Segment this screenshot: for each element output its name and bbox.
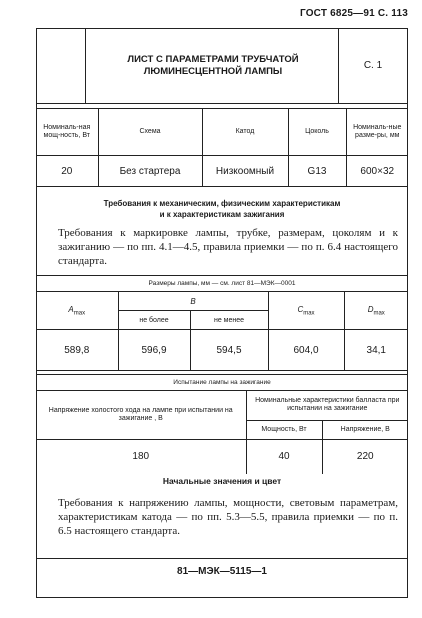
section1-heading-line1: Требования к механическим, физическим характеристикам bbox=[103, 199, 341, 208]
dim-d-letter: D bbox=[367, 304, 374, 314]
dim-header-a bbox=[36, 292, 118, 330]
specs-cell-cathode: Низкоомный bbox=[202, 156, 288, 187]
ignition-value-power: 40 bbox=[246, 440, 322, 475]
title-left-cell bbox=[36, 28, 86, 104]
specs-table bbox=[36, 108, 408, 187]
sheet-title-line1: ЛИСТ С ПАРАМЕТРАМИ ТРУБЧАТОЙ bbox=[127, 54, 299, 65]
footer-divider bbox=[36, 558, 408, 559]
ignition-value-voltage: 180 bbox=[36, 440, 246, 475]
specs-header-scheme: Схема bbox=[98, 109, 202, 156]
dim-header-b-min: не менее bbox=[190, 311, 268, 330]
dimensions-caption: Размеры лампы, мм — см. лист 81—МЭК—0001 bbox=[36, 276, 408, 292]
table-row bbox=[36, 440, 408, 475]
dim-value-d: 34,1 bbox=[344, 330, 408, 371]
ignition-header-ballast-voltage: Напряжение, В bbox=[322, 420, 408, 439]
dim-b-letter: B bbox=[190, 296, 196, 306]
dim-value-b-max: 596,9 bbox=[118, 330, 190, 371]
ignition-header-ballast: Номинальные характеристики балласта при испытании на зажигание bbox=[246, 391, 408, 421]
section1-heading-line2: и к характеристикам зажигания bbox=[159, 210, 285, 219]
dim-header-b-max: не более bbox=[118, 311, 190, 330]
dimensions-table bbox=[36, 275, 408, 371]
dim-value-b-min: 594,5 bbox=[190, 330, 268, 371]
specs-header-base: Цоколь bbox=[288, 109, 346, 156]
ignition-header-power: Мощность, Вт bbox=[246, 420, 322, 439]
table-row bbox=[36, 330, 408, 371]
specs-cell-power: 20 bbox=[36, 156, 98, 187]
dim-c-letter: C bbox=[297, 304, 304, 314]
dim-a-sub: max bbox=[73, 310, 86, 317]
table-row bbox=[36, 156, 408, 187]
dim-a-letter: A bbox=[68, 304, 74, 314]
running-header: ГОСТ 6825—91 С. 113 bbox=[299, 8, 408, 19]
ignition-table bbox=[36, 374, 408, 474]
section2-text: Требования к напряжению лампы, мощности, световым параметрам, характеристикам катода — по пп. 5.3—5.5, правила приемки — по п. 6.5 настоящего стандарта. bbox=[58, 497, 398, 537]
dim-d-sub: max bbox=[373, 310, 385, 317]
specs-cell-scheme: Без стартера bbox=[98, 156, 202, 187]
specs-header-cathode: Катод bbox=[202, 109, 288, 156]
ignition-header-voltage: Напряжение холостого хода на лампе при испытании на зажигание , В bbox=[36, 391, 246, 440]
ignition-caption: Испытание лампы на зажигание bbox=[36, 375, 408, 391]
dim-header-b bbox=[118, 292, 268, 311]
dim-value-c: 604,0 bbox=[268, 330, 344, 371]
dim-value-a: 589,8 bbox=[36, 330, 118, 371]
dim-header-c bbox=[268, 292, 344, 330]
section1-text: Требования к маркировке лампы, трубке, размерам, цоколям и к зажиганию — по пп. 4.1—4.5, правила приемки — по п. 6.4 настоящего стандарта. bbox=[58, 227, 398, 267]
ignition-value-ballast-voltage: 220 bbox=[322, 440, 408, 475]
sheet-title bbox=[88, 54, 338, 78]
specs-cell-dimensions: 600×32 bbox=[346, 156, 408, 187]
dim-header-d bbox=[344, 292, 408, 330]
specs-header-dimensions: Номиналь-ные разме-ры, мм bbox=[346, 109, 408, 156]
sheet-number: С. 1 bbox=[363, 60, 383, 71]
dim-c-sub: max bbox=[303, 310, 315, 317]
specs-header-power: Номиналь-ная мощ-ность, Вт bbox=[36, 109, 98, 156]
specs-cell-base: G13 bbox=[288, 156, 346, 187]
section2-heading: Начальные значения и цвет bbox=[162, 476, 282, 486]
section1-heading bbox=[36, 198, 408, 220]
footer-code: 81—МЭК—5115—1 bbox=[177, 566, 267, 577]
sheet-title-line2: ЛЮМИНЕСЦЕНТНОЙ ЛАМПЫ bbox=[143, 66, 283, 77]
